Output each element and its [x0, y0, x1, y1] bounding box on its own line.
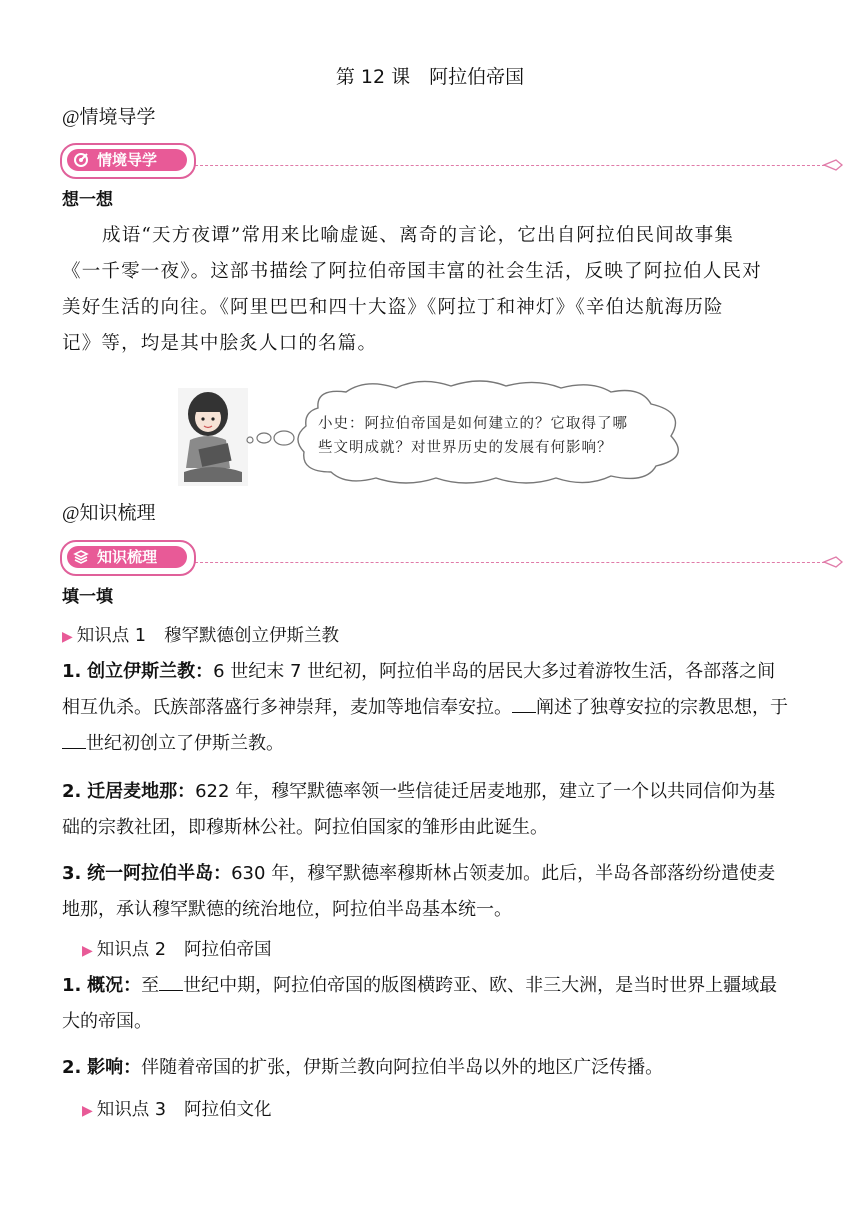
story-line: 《一千零一夜》。这部书描绘了阿拉伯帝国丰富的社会生活，反映了阿拉伯人民对 — [62, 261, 762, 282]
review-anchor: @知识梳理 — [62, 503, 156, 524]
bubble-line: 些文明成就？对世界历史的发展有何影响？ — [318, 440, 613, 456]
fill-blank[interactable] — [512, 694, 536, 713]
kp1-item-2: 2. 迁居麦地那：622 年，穆罕默德率领一些信徒迁居麦地那，建立了一个以共同信仰为基础的宗教社团，即穆斯林公社。阿拉伯国家的雏形由此诞生。 — [62, 781, 776, 838]
fill-heading: 填一填 — [62, 587, 113, 607]
triangle-icon: ▶ — [62, 629, 73, 645]
kp1-item-1: 1. 创立伊斯兰教：6 世纪末 7 世纪初，阿拉伯半岛的居民大多过着游牧生活，各部落之间相互仇杀。氏族部落盛行多神崇拜，麦加等地信奉安拉。 阐述了独尊安拉的宗教思想，于世纪初创立了伊斯兰教。 — [62, 661, 788, 754]
target-icon — [73, 152, 89, 168]
kp-label: 知识点 2 — [96, 940, 166, 960]
kp1-item-3: 3. 统一阿拉伯半岛：630 年，穆罕默德率穆斯林占领麦加。此后，半岛各部落纷纷遣使麦地那，承认穆罕默德的统治地位，阿拉伯半岛基本统一。 — [62, 863, 776, 920]
pencil-icon — [822, 554, 844, 570]
fill-blank[interactable] — [62, 730, 86, 749]
kp2-item-1: 1. 概况：至 世纪中期，阿拉伯帝国的版图横跨亚、欧、非三大洲，是当时世界上疆域最大的帝国。 — [62, 968, 792, 1040]
story-line: 成语“天方夜谭”常用来比喻虚诞、离奇的言论，它出自阿拉伯民间故事集 — [102, 225, 735, 246]
review-banner — [60, 540, 780, 574]
kp-label: 知识点 1 — [76, 626, 146, 646]
story-paragraph — [62, 218, 792, 362]
triangle-icon: ▶ — [82, 943, 93, 959]
knowledge-point-2 — [82, 936, 271, 961]
divider — [190, 562, 825, 563]
banner-label: 知识梳理 — [97, 548, 158, 566]
knowledge-point-1 — [62, 622, 339, 647]
girl-reading-illustration — [178, 388, 248, 486]
intro-banner — [60, 143, 780, 177]
divider — [190, 165, 825, 166]
pencil-icon — [822, 157, 844, 173]
kp-label: 知识点 3 — [96, 1100, 166, 1120]
bubble-question — [318, 412, 688, 460]
triangle-icon: ▶ — [82, 1103, 93, 1119]
intro-anchor: @情境导学 — [62, 107, 156, 128]
story-line: 美好生活的向往。《阿里巴巴和四十大盗》《阿拉丁和神灯》《辛伯达航海历险 — [62, 297, 724, 318]
layers-icon — [73, 549, 89, 565]
bubble-line: 小史：阿拉伯帝国是如何建立的？它取得了哪 — [318, 416, 628, 432]
story-line: 记》等，均是其中脍炙人口的名篇。 — [62, 333, 378, 354]
fill-blank[interactable] — [159, 972, 183, 991]
kp-name: 穆罕默德创立伊斯兰教 — [163, 626, 339, 646]
page-title: 第 12 课 阿拉伯帝国 — [335, 66, 525, 88]
kp2-item-2: 2. 影响：伴随着帝国的扩张，伊斯兰教向阿拉伯半岛以外的地区广泛传播。 — [62, 1057, 664, 1078]
kp-name: 阿拉伯文化 — [183, 1100, 272, 1120]
kp-name: 阿拉伯帝国 — [183, 940, 272, 960]
knowledge-point-3 — [82, 1096, 271, 1121]
think-heading: 想一想 — [62, 190, 113, 210]
banner-label: 情境导学 — [97, 151, 158, 169]
